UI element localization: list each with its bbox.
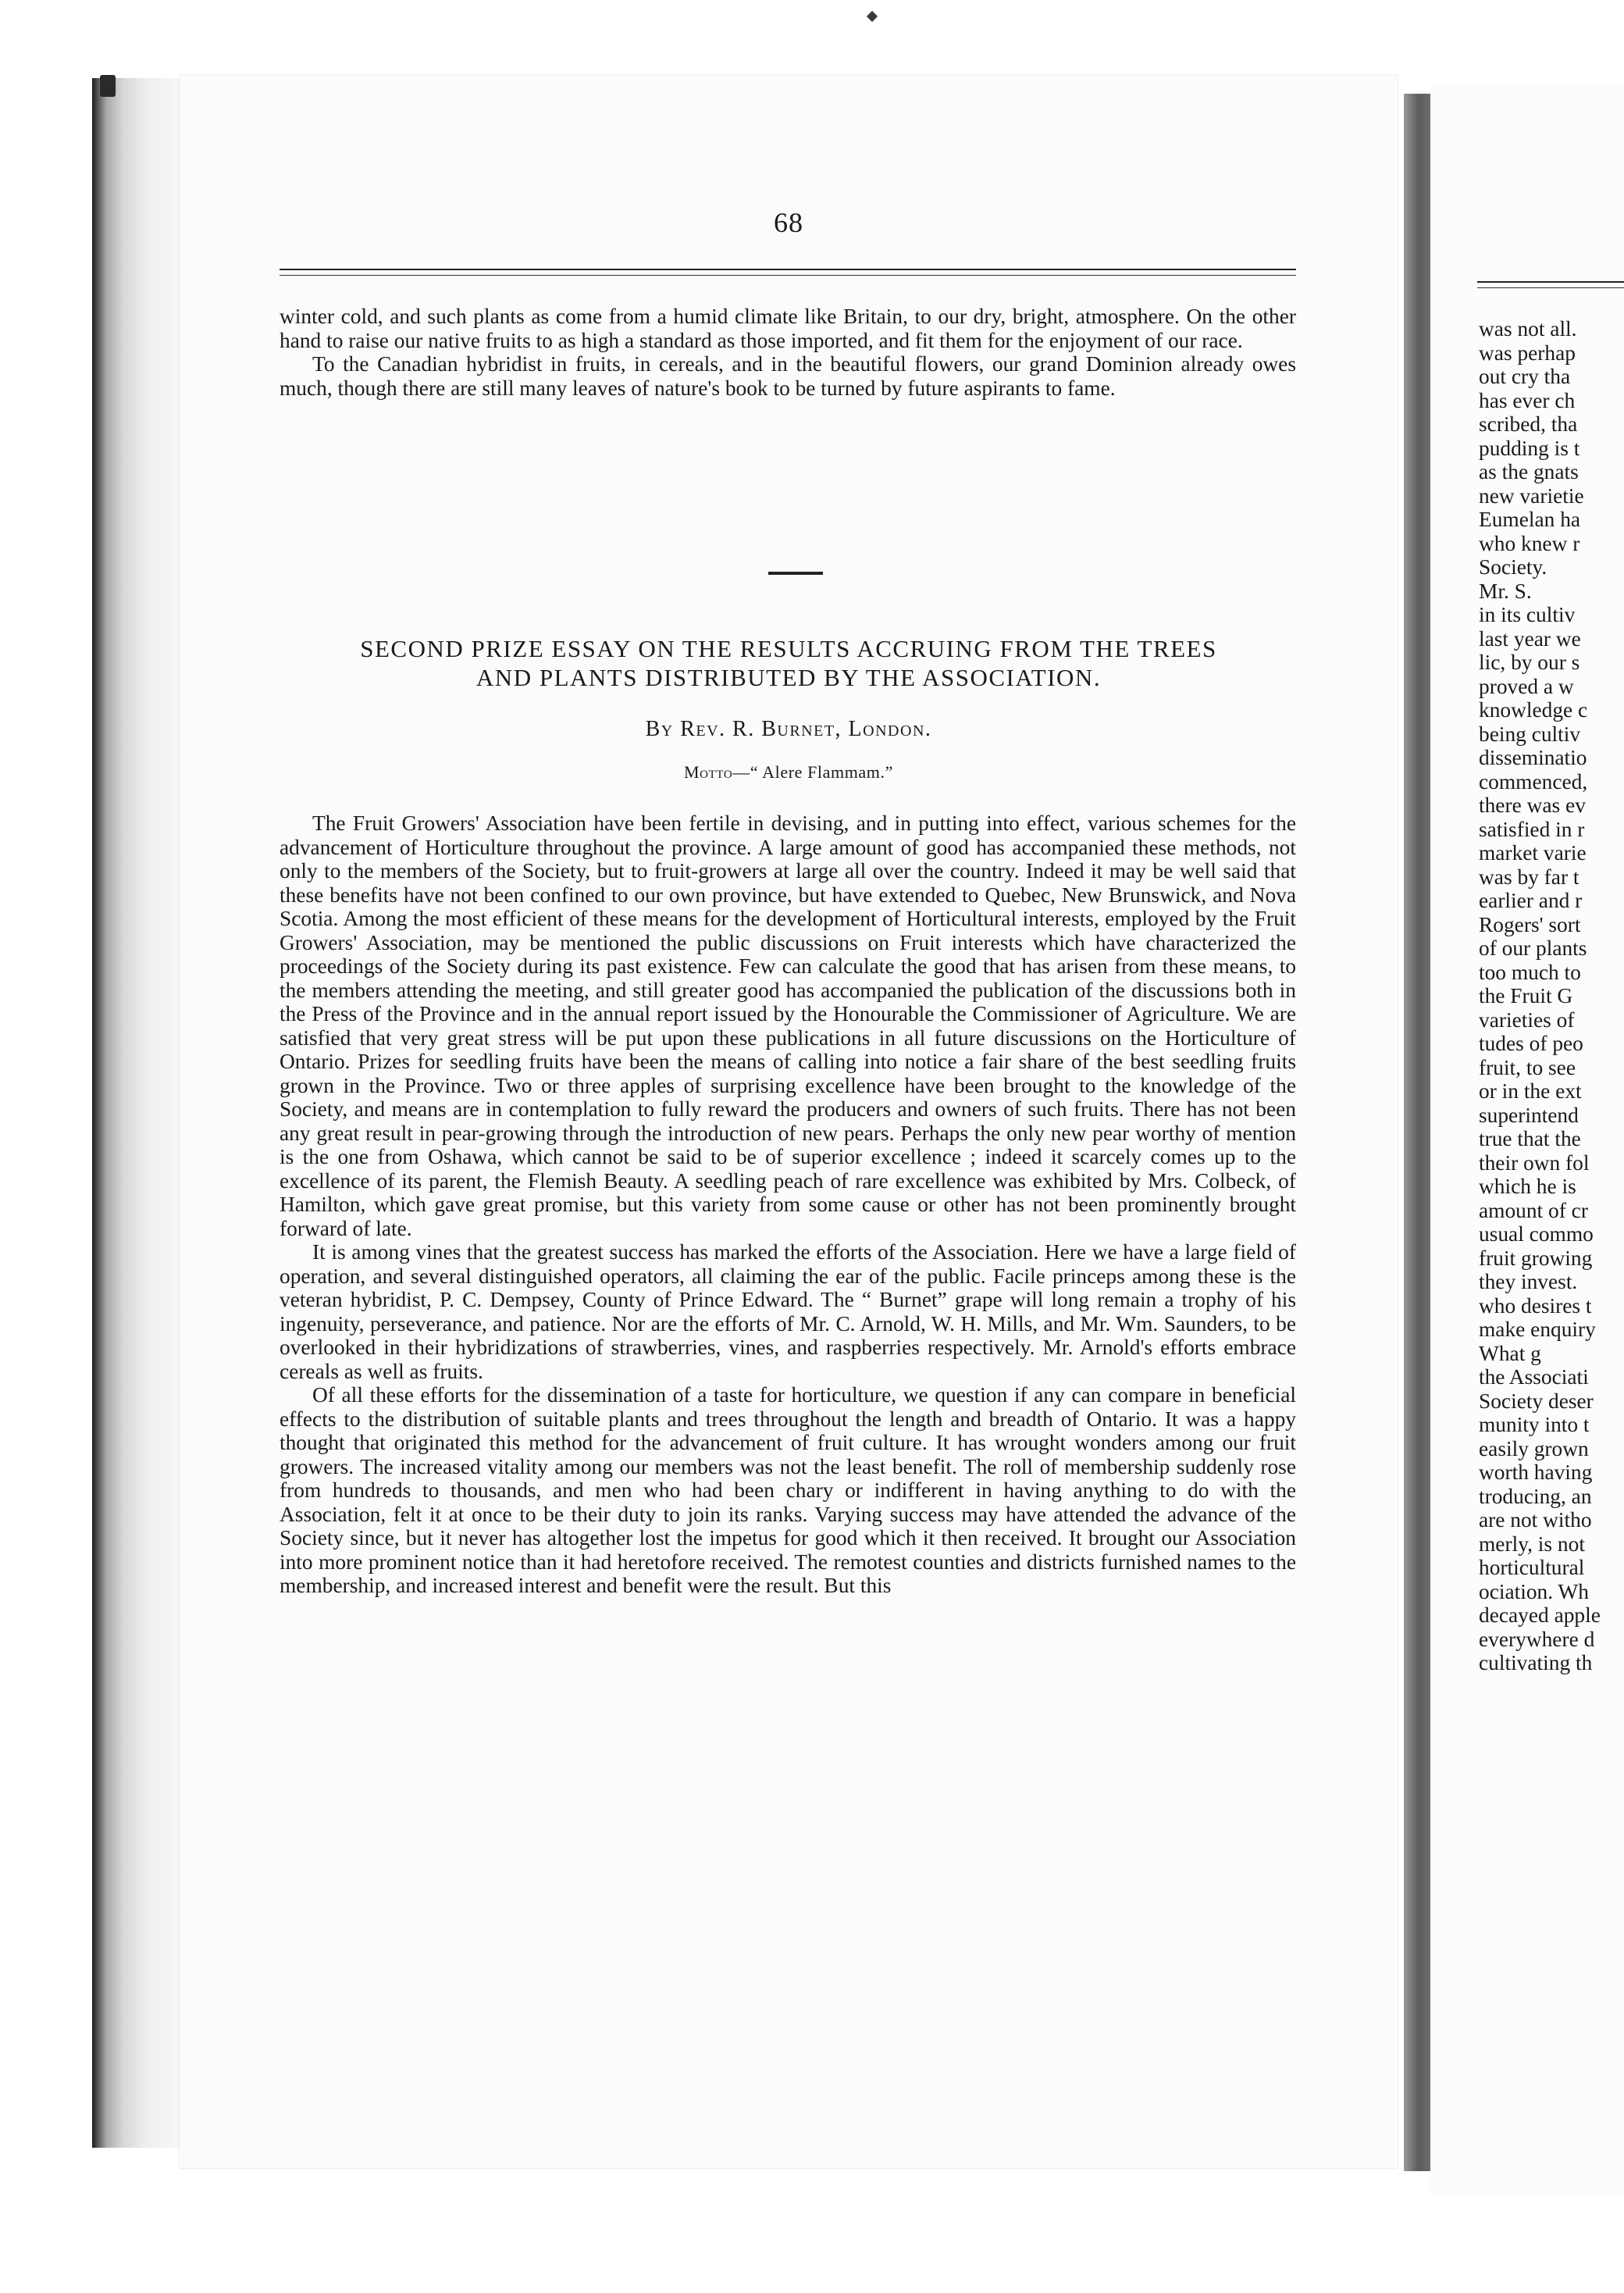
facing-page-line: market varie	[1479, 841, 1587, 865]
facing-page-line: who knew r	[1479, 531, 1580, 555]
facing-page-rule	[1477, 281, 1624, 288]
facing-page-line: are not witho	[1479, 1508, 1592, 1532]
essay-title-line-1: SECOND PRIZE ESSAY ON THE RESULTS ACCRUING FROM THE TREES	[360, 635, 1217, 662]
facing-page-line: horticultural	[1479, 1556, 1585, 1579]
facing-page-line: Rogers' sort	[1479, 912, 1581, 936]
facing-page-line: their own fol	[1479, 1150, 1590, 1175]
author-byline: By Rev. R. Burnet, London.	[645, 717, 932, 741]
facing-page-line: What g	[1479, 1341, 1541, 1365]
facing-page-line: easily grown	[1479, 1436, 1589, 1460]
body-paragraph-2: It is among vines that the greatest success has marked the efforts of the Association. Here we have a large field of operation, and several distinguished operators, all claiming the ear of the public. Facile princeps among these is the veteran hybridist, P. C. Dempsey, County of Prince Edward. The “ Burnet” grape will long remain a trophy of his ingenuity, perseverance, and patience. Nor are the efforts of Mr. C. Arnold, W. H. Mills, and Mr. Wm. Saunders, to be overlooked in their hybridizations of strawberries, vines, and raspberries respectively. Mr. Arnold's efforts embrace cereals as well as fruits.	[280, 1240, 1296, 1383]
facing-page-line: tudes of peo	[1479, 1032, 1583, 1055]
facing-page-line: satisfied in r	[1479, 817, 1585, 841]
facing-page-line: in its cultiv	[1479, 603, 1576, 626]
facing-page-line: everywhere d	[1479, 1627, 1595, 1651]
facing-page-line: fruit, to see	[1479, 1055, 1576, 1079]
header-rule	[280, 269, 1296, 276]
facing-page-line: being cultiv	[1479, 722, 1581, 746]
page-number: 68	[774, 207, 803, 238]
facing-page-line: Society deser	[1479, 1389, 1594, 1413]
facing-page-line: as the gnats	[1479, 460, 1579, 483]
essay-title-line-2: AND PLANTS DISTRIBUTED BY THE ASSOCIATION.	[475, 664, 1102, 691]
facing-page-line: or in the ext	[1479, 1079, 1582, 1103]
facing-page-line: earlier and r	[1479, 889, 1583, 912]
facing-page-line: superintend	[1479, 1103, 1579, 1127]
facing-page-line: worth having	[1479, 1460, 1593, 1484]
section-divider	[768, 572, 823, 575]
facing-page-line: usual commo	[1479, 1222, 1594, 1246]
motto	[180, 762, 1398, 783]
continuation-paragraph-2: To the Canadian hybridist in fruits, in cereals, and in the beautiful flowers, our grand Dominion already owes much, though there are still many leaves of nature's book to be turned by future aspirants to fame.	[280, 352, 1296, 400]
facing-page-line: was not all.	[1479, 317, 1577, 341]
left-page	[180, 75, 1398, 2168]
facing-page-line: proved a w	[1479, 674, 1574, 698]
essay-body	[280, 811, 1296, 1598]
facing-page-line: they invest.	[1479, 1270, 1578, 1293]
facing-page-line: cultivating th	[1479, 1651, 1593, 1674]
facing-page-line: munity into t	[1479, 1413, 1590, 1436]
facing-page-line: troducing, an	[1479, 1484, 1592, 1508]
facing-page-line: knowledge c	[1479, 698, 1588, 722]
page-edge-stack	[92, 78, 180, 2148]
facing-page-line: Society.	[1479, 555, 1547, 579]
essay-title	[180, 634, 1398, 692]
facing-page-line: true that the	[1479, 1127, 1581, 1150]
facing-page	[1430, 86, 1624, 2195]
facing-page-line: Eumelan ha	[1479, 508, 1581, 531]
dust-speck	[867, 11, 878, 22]
facing-page-line: fruit growing	[1479, 1246, 1593, 1270]
facing-page-line: ociation. Wh	[1479, 1579, 1589, 1603]
facing-page-line: make enquiry	[1479, 1318, 1596, 1341]
continuation-text	[280, 305, 1296, 400]
facing-page-line: out cry tha	[1479, 365, 1571, 388]
facing-page-line: Mr. S.	[1479, 579, 1532, 603]
book-gutter	[1404, 94, 1430, 2171]
facing-page-line: was by far t	[1479, 865, 1579, 889]
binding-mark	[100, 75, 116, 97]
motto-text: “ Alere Flammam.”	[750, 762, 893, 782]
facing-page-line: disseminatio	[1479, 746, 1587, 769]
facing-page-line: the Associati	[1479, 1365, 1589, 1389]
facing-page-line: merly, is not	[1479, 1532, 1585, 1556]
continuation-paragraph-1: winter cold, and such plants as come from a humid climate like Britain, to our dry, bright, atmosphere. On the other hand to raise our native fruits to as high a standard as those imported, and fit them for the enjoyment of our race.	[280, 305, 1296, 352]
facing-page-line: lic, by our s	[1479, 651, 1580, 674]
body-paragraph-3: Of all these efforts for the dissemination of a taste for horticulture, we question if any can compare in beneficial effects to the distribution of suitable plants and trees throughout the length and breadth of Ontario. It was a happy thought that originated this method for the advancement of fruit culture. It has wrought wonders among our fruit growers. The increased vitality among our members was not the least benefit. The roll of membership suddenly rose from hundreds to thousands, and men who had been chary or indifferent in having anything to do with the Association, felt it at once to be their duty to join its ranks. Varying success may have attended the advance of the Society since, but it never has altogether lost the impetus for good which it then received. It brought our Association into more prominent notice than it had heretofore received. The remotest counties and districts furnished names to the membership, and increased interest and benefit were the result. But this	[280, 1383, 1296, 1597]
facing-page-line: last year we	[1479, 626, 1581, 651]
facing-page-line: scribed, tha	[1479, 412, 1578, 436]
facing-page-line: too much to	[1479, 960, 1581, 984]
motto-label: Motto—	[684, 762, 750, 782]
facing-page-line: has ever ch	[1479, 388, 1576, 412]
body-paragraph-1: The Fruit Growers' Association have been fertile in devising, and in putting into effect, various schemes for the advancement of Horticulture throughout the province. A large amount of good has accompanied these methods, not only to the members of the Society, but to fruit-growers at large all over the country. Indeed it may be well said that these benefits have not been confined to our own province, but have extended to Quebec, New Brunswick, and Nova Scotia. Among the most efficient of these means for the development of Horticultural interests, employed by the Fruit Growers' Association, may be mentioned the public discussions on Fruit interests which have characterized the proceedings of the Society during its past existence. Few can calculate the good that has arisen from these means, to the members attending the meeting, and still greater good has accompanied the publication of the discussions both in the Press of the Province and in the annual report issued by the Honourable the Commissioner of Agriculture. We are satisfied that very great stress will be put upon these publications in all future discussions on the Horticulture of Ontario. Prizes for seedling fruits have been the means of calling into notice a fair share of the best seedling fruits grown in the Province. Two or three apples of surprising excellence have been brought to the knowledge of the Society, and means are in contemplation to fully reward the producers and owners of such fruits. There has not been any great result in pear-growing through the introduction of new pears. Perhaps the only new pear worthy of mention is the one from Oshawa, which cannot be said to be of superior excellence ; indeed it scarcely comes up to the excellence of its parent, the Flemish Beauty. A seedling peach of rare excellence was exhibited by Mrs. Colbeck, of Hamilton, which gave great promise, but this variety from some cause or other has not been prominently brought forward of late.	[280, 811, 1296, 1240]
facing-page-line: new varietie	[1479, 483, 1584, 508]
facing-page-line: of our plants	[1479, 936, 1587, 960]
facing-page-line: amount of cr	[1479, 1198, 1588, 1222]
facing-page-line: commenced,	[1479, 769, 1588, 793]
facing-page-text	[1479, 317, 1601, 1675]
facing-page-line: which he is	[1479, 1175, 1576, 1198]
facing-page-line: the Fruit G	[1479, 984, 1573, 1007]
facing-page-line: was perhap	[1479, 341, 1576, 365]
facing-page-line: varieties of	[1479, 1007, 1575, 1032]
facing-page-line: pudding is t	[1479, 436, 1580, 460]
facing-page-line: there was ev	[1479, 793, 1586, 817]
facing-page-line: decayed apple	[1479, 1603, 1601, 1627]
facing-page-line: who desires t	[1479, 1293, 1592, 1318]
